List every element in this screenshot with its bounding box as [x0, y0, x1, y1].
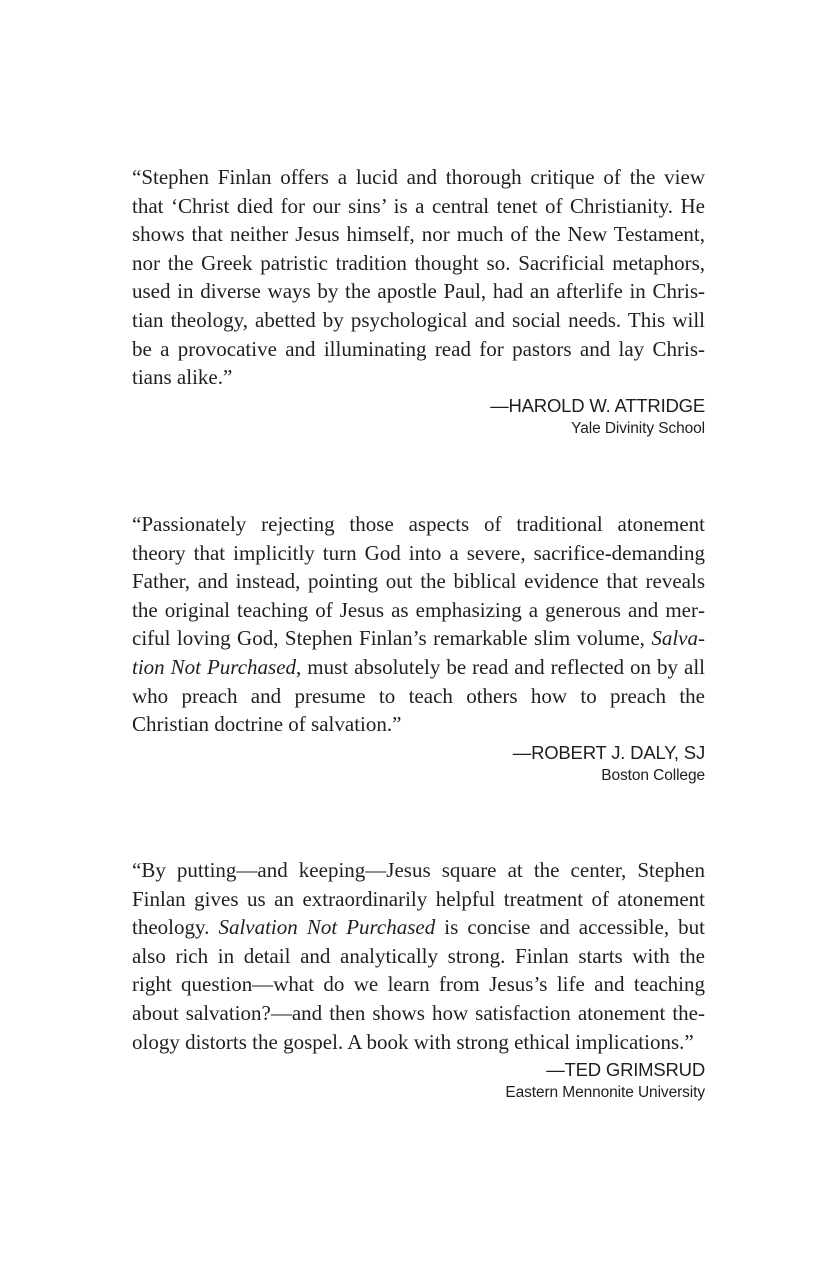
endorsement-daly [132, 510, 705, 787]
endorser-institution: Eastern Mennonite University [505, 1084, 705, 1102]
endorsement-quote: “Passionately rejecting those aspects of traditional atonement theory that implicitly turn God into a severe, sacrifice-demanding Father, and instead, pointing out the biblical evidence that reveals the original teaching of Jesus as emphasizing a generous and merciful loving God, Stephen Finlan’s remarkable slim volume, Salvation Not Purchased, must absolutely be read and reflected on by all who preach and presume to teach others how to preach the Christian doctrine of salvation.” [132, 512, 705, 737]
endorser-name: —ROBERT J. DALY, SJ [512, 741, 705, 763]
endorsement-quote: “Stephen Finlan offers a lucid and thorough critique of the view that ‘Christ died for our sins’ is a central tenet of Christianity. He shows that neither Jesus himself, nor much of the New Testament, nor the Greek patristic tradition thought so. Sacrificial metaphors, used in diverse ways by the apostle Paul, had an afterlife in Christian theology, abetted by psychological and social needs. This will be a provocative and illuminating read for pastors and lay Christians alike.” [132, 165, 705, 390]
endorser-name: —TED GRIMSRUD [546, 1059, 705, 1081]
endorser-institution: Boston College [601, 766, 705, 784]
endorser-institution: Yale Divinity School [571, 419, 705, 437]
endorsement-attribution [132, 740, 705, 787]
book-title: Salvation Not Purchased [218, 915, 436, 940]
endorsement-grimsrud [132, 856, 705, 1104]
endorsement-attridge [132, 163, 705, 440]
endorser-name: —HAROLD W. ATTRIDGE [490, 394, 705, 416]
endorsement-attribution [132, 393, 705, 440]
book-title: Salvation Not Purchased [132, 626, 705, 679]
endorsement-attribution [132, 1057, 705, 1104]
endorsement-quote: “By putting—and keeping—Jesus square at the center, Stephen Finlan gives us an extraordinarily helpful treatment of atonement theology. Salvation Not Purchased is concise and accessible, but also rich in detail and analytically strong. Finlan starts with the right question—what do we learn from Jesus’s life and teaching about salvation?—and then shows how satisfaction atonement theology distorts the gospel. A book with strong ethical implications.” [132, 858, 706, 1054]
